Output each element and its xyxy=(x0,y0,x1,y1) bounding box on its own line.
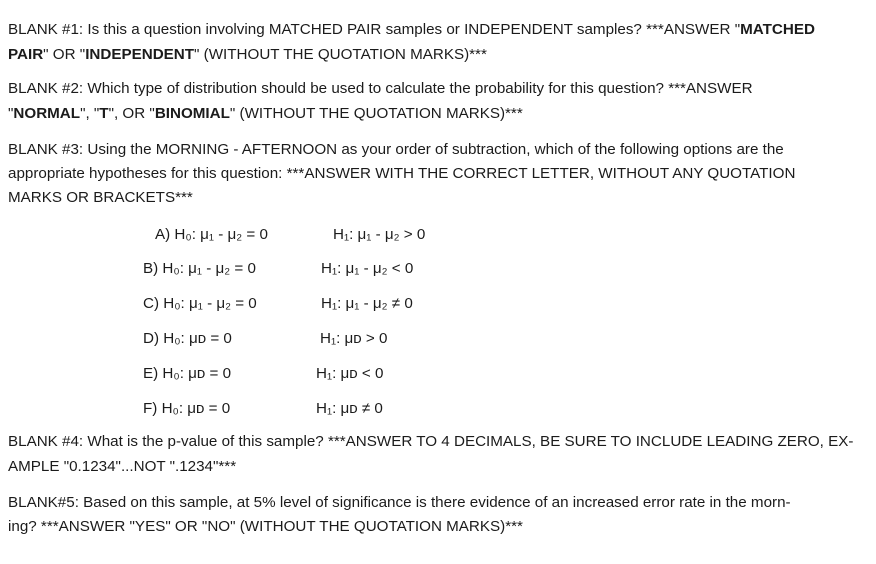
blank2-line2 xyxy=(8,104,523,124)
blank3-line1: BLANK #3: Using the MORNING - AFTERNOON as your order of subtraction, which of the following options are the xyxy=(8,141,784,158)
blank4-line1: BLANK #4: What is the p-value of this sample? ***ANSWER TO 4 DECIMALS, BE SURE TO INCLUDE LEADING ZERO, EX- xyxy=(8,433,854,450)
option-letter: A) xyxy=(155,226,171,243)
blank3-line3: MARKS OR BRACKETS*** xyxy=(8,189,193,206)
option-h0: H₀: μ₁ - μ₂ = 0 xyxy=(174,226,268,243)
blank5-line2: ing? ***ANSWER "YES" OR "NO" (WITHOUT THE QUOTATION MARKS)*** xyxy=(8,518,523,535)
sep: ", " xyxy=(80,105,100,122)
option-a-h0 xyxy=(155,225,268,245)
option-c-h1: H₁: μ₁ - μ₂ ≠ 0 xyxy=(321,295,413,312)
blank1-bold-independent: INDEPENDENT xyxy=(85,46,195,63)
blank2-bold-t: T xyxy=(99,105,109,122)
blank2-bold-normal: NORMAL xyxy=(13,105,81,122)
blank1-tail: " (WITHOUT THE QUOTATION MARKS)*** xyxy=(194,46,487,63)
blank2-line1: BLANK #2: Which type of distribution should be used to calculate the probability for this question? ***ANSWER xyxy=(8,80,753,97)
option-f-h1: H₁: μᴅ ≠ 0 xyxy=(316,400,383,417)
blank5-line1: BLANK#5: Based on this sample, at 5% level of significance is there evidence of an increased error rate in the morn- xyxy=(8,494,791,511)
option-letter: D) xyxy=(143,330,160,347)
option-e-h0 xyxy=(143,364,231,384)
option-h0: H₀: μᴅ = 0 xyxy=(163,330,232,347)
option-letter: F) xyxy=(143,400,158,417)
option-d-h0 xyxy=(143,329,232,349)
blank1-text: BLANK #1: Is this a question involving MATCHED PAIR samples or INDEPENDENT samples? ***ANSWER " xyxy=(8,21,741,38)
blank1-bold-pair: PAIR xyxy=(8,46,44,63)
blank1-text-or: " OR " xyxy=(43,46,86,63)
option-letter: C) xyxy=(143,295,160,312)
option-letter: B) xyxy=(143,260,159,277)
blank4-line2: AMPLE "0.1234"...NOT ".1234"*** xyxy=(8,458,237,475)
sep: ", OR " xyxy=(108,105,155,122)
option-h0: H₀: μ₁ - μ₂ = 0 xyxy=(162,260,256,277)
option-letter: E) xyxy=(143,365,159,382)
option-a-h1: H₁: μ₁ - μ₂ > 0 xyxy=(333,226,426,243)
blank1-bold-matched: MATCHED xyxy=(740,21,815,38)
blank2-bold-binomial: BINOMIAL xyxy=(154,105,230,122)
blank1-line1 xyxy=(8,20,815,40)
option-h0: H₀: μᴅ = 0 xyxy=(162,365,232,382)
option-c-h0 xyxy=(143,294,257,314)
quote: " xyxy=(8,105,14,122)
option-b-h0 xyxy=(143,259,256,279)
option-e-h1: H₁: μᴅ < 0 xyxy=(316,365,384,382)
blank1-line2 xyxy=(8,45,487,65)
option-h0: H₀: μ₁ - μ₂ = 0 xyxy=(163,295,257,312)
option-h0: H₀: μᴅ = 0 xyxy=(161,400,231,417)
option-d-h1: H₁: μᴅ > 0 xyxy=(320,330,388,347)
blank3-line2: appropriate hypotheses for this question: ***ANSWER WITH THE CORRECT LETTER, WITHOUT ANY QUOTATION xyxy=(8,165,796,182)
option-b-h1: H₁: μ₁ - μ₂ < 0 xyxy=(321,260,414,277)
blank2-tail: " (WITHOUT THE QUOTATION MARKS)*** xyxy=(229,105,523,122)
option-f-h0 xyxy=(143,399,230,419)
